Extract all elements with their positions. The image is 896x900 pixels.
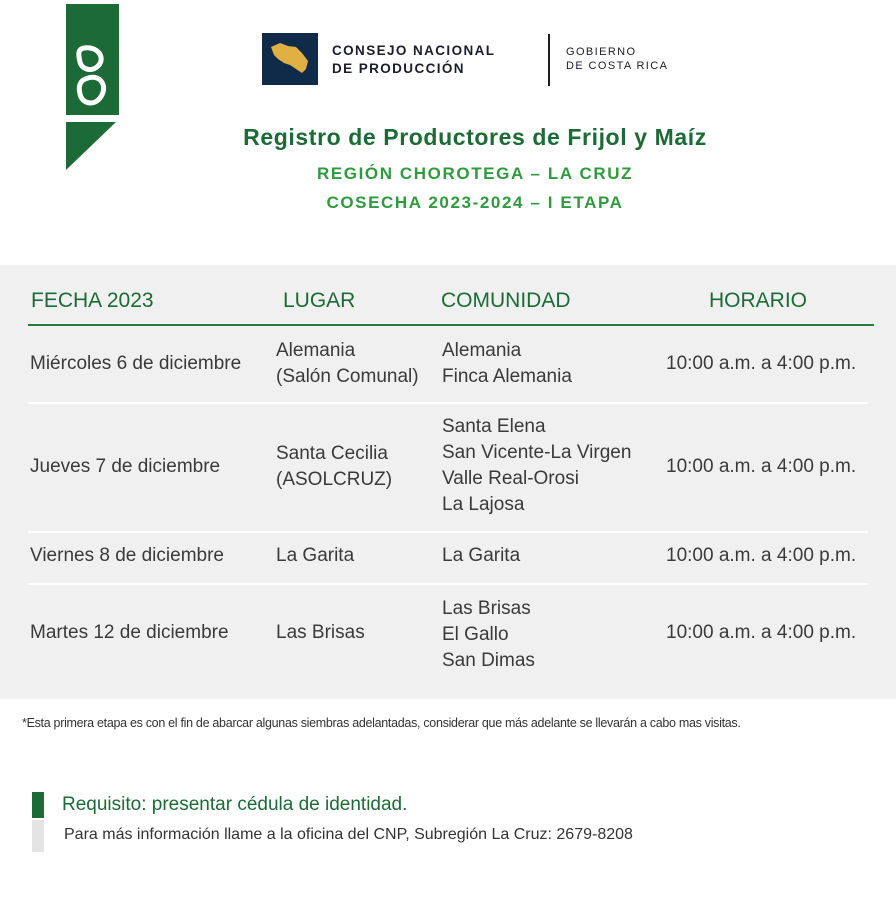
row-separator xyxy=(28,583,868,585)
row2-comunidad-line2: San Vicente-La Virgen xyxy=(442,442,632,463)
row3-lugar: La Garita xyxy=(276,545,355,566)
government-name xyxy=(566,45,706,73)
org-name-line2: DE PRODUCCIÓN xyxy=(332,61,465,76)
row3-fecha: Viernes 8 de diciembre xyxy=(30,545,224,566)
row1-comunidad-line2: Finca Alemania xyxy=(442,366,572,387)
row2-lugar xyxy=(276,441,392,493)
logo-divider xyxy=(548,34,550,86)
bean-icon xyxy=(74,44,110,108)
header-comunidad: COMUNIDAD xyxy=(441,289,571,312)
row1-comunidad xyxy=(442,338,572,390)
harvest-subtitle: COSECHA 2023-2024 – I ETAPA xyxy=(326,193,624,212)
row2-comunidad-line3: Valle Real-Orosi xyxy=(442,468,579,489)
requirement-accent-bar xyxy=(32,792,44,818)
header-divider xyxy=(28,324,874,326)
gov-line2: DE COSTA RICA xyxy=(566,60,669,72)
row3-comunidad: La Garita xyxy=(442,545,521,566)
schedule-table xyxy=(0,265,896,699)
requirement-text: Requisito: presentar cédula de identidad. xyxy=(62,794,408,815)
row2-fecha: Jueves 7 de diciembre xyxy=(30,456,221,477)
row3-horario: 10:00 a.m. a 4:00 p.m. xyxy=(666,545,857,566)
org-name-line1: CONSEJO NACIONAL xyxy=(332,43,496,58)
row1-lugar-line2: (Salón Comunal) xyxy=(276,366,419,387)
row2-lugar-line1: Santa Cecilia xyxy=(276,443,388,464)
row-separator xyxy=(28,402,868,404)
gov-line1: GOBIERNO xyxy=(566,46,637,58)
row4-lugar: Las Brisas xyxy=(276,622,365,643)
row2-comunidad-line4: La Lajosa xyxy=(442,494,525,515)
info-accent-bar xyxy=(32,820,44,852)
region-subtitle: REGIÓN CHOROTEGA – LA CRUZ xyxy=(316,164,634,183)
row2-horario: 10:00 a.m. a 4:00 p.m. xyxy=(666,456,857,477)
row4-comunidad xyxy=(442,596,535,674)
header xyxy=(0,0,896,265)
row4-horario: 10:00 a.m. a 4:00 p.m. xyxy=(666,622,857,643)
header-horario: HORARIO xyxy=(709,289,808,312)
row4-comunidad-line3: San Dimas xyxy=(442,650,535,671)
header-lugar: LUGAR xyxy=(283,289,356,312)
header-fecha: FECHA 2023 xyxy=(31,289,154,312)
footnote: *Esta primera etapa es con el fin de abarcar algunas siembras adelantadas, considerar que más adelante se llevarán a cabo mas visitas. xyxy=(22,716,741,730)
row4-fecha: Martes 12 de diciembre xyxy=(30,622,229,643)
row2-comunidad xyxy=(442,414,631,518)
cnp-logo xyxy=(262,33,318,85)
costa-rica-map-icon xyxy=(268,39,312,79)
bean-logo-banner xyxy=(66,4,119,115)
row2-lugar-line2: (ASOLCRUZ) xyxy=(276,469,393,490)
row1-horario: 10:00 a.m. a 4:00 p.m. xyxy=(666,353,857,374)
row1-lugar-line1: Alemania xyxy=(276,340,356,361)
org-name xyxy=(332,42,542,78)
row1-lugar xyxy=(276,338,419,390)
row1-fecha: Miércoles 6 de diciembre xyxy=(30,353,242,374)
contact-info: Para más información llame a la oficina del CNP, Subregión La Cruz: 2679-8208 xyxy=(64,826,633,843)
row-separator xyxy=(28,531,868,533)
row1-comunidad-line1: Alemania xyxy=(442,340,522,361)
row2-comunidad-line1: Santa Elena xyxy=(442,416,546,437)
row4-comunidad-line2: El Gallo xyxy=(442,624,509,645)
row4-comunidad-line1: Las Brisas xyxy=(442,598,531,619)
page-title: Registro de Productores de Frijol y Maíz xyxy=(243,124,707,150)
